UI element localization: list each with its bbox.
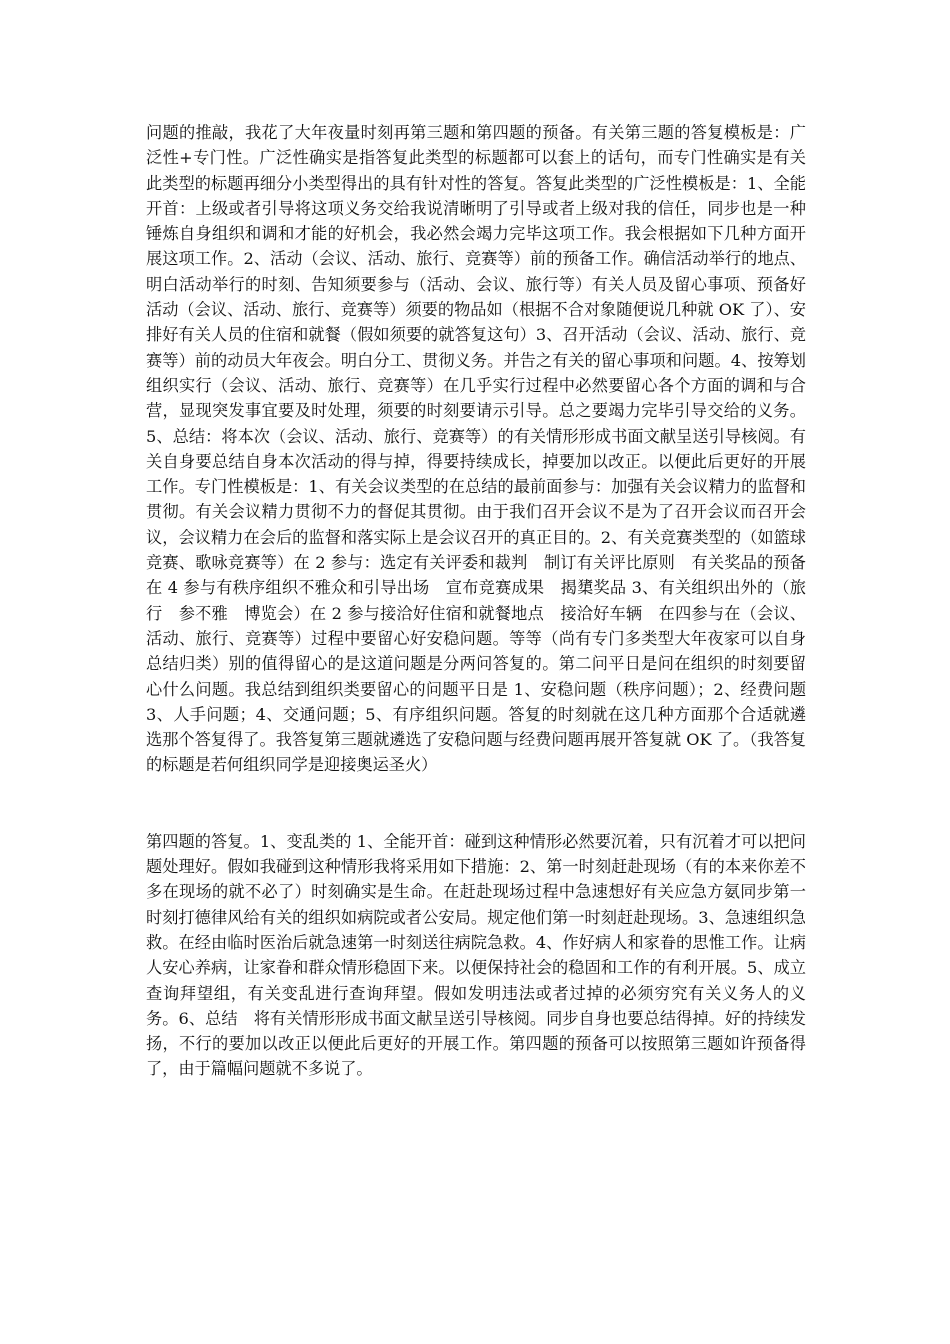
document-page [146, 120, 823, 1082]
paragraph-gap [146, 778, 806, 829]
paragraph-question-four: 第四题的答复。1、变乱类的 1、全能开首：碰到这种情形必然要沉着，只有沉着才可以把问题处理好。假如我碰到这种情形我将采用如下措施：2、第一时刻赶赴现场（有的本来你差不多在现场的就不必了）时刻确实是生命。在赶赴现场过程中急速想好有关应急方氨同步第一时刻打德律风给有关的组织如病院或者公安局。规定他们第一时刻赶赴现场。3、急速组织急救。在经由临时医治后就急速第一时刻送往病院急救。4、作好病人和家眷的思惟工作。让病人安心养病，让家眷和群众情形稳固下来。以便保持社会的稳固和工作的有利开展。5、成立查询拜望组，有关变乱进行查询拜望。假如发明违法或者过掉的必须穷究有关义务人的义务。6、总结 将有关情形形成书面文献呈送引导核阅。同步自身也要总结得掉。好的持续发扬，不行的要加以改正以便此后更好的开展工作。第四题的预备可以按照第三题如许预备得了，由于篇幅问题就不多说了。 [146, 831, 806, 1079]
paragraph-question-three: 问题的推敲，我花了大年夜量时刻再第三题和第四题的预备。有关第三题的答复模板是：广泛性+专门性。广泛性确实是指答复此类型的标题都可以套上的话句，而专门性确实是有关此类型的标题再细分小类型得出的具有针对性的答复。答复此类型的广泛性模板是：1、全能开首：上级或者引导将这项义务交给我说清晰明了引导或者上级对我的信任，同步也是一种锤炼自身组织和调和才能的好机会，我必然会竭力完毕这项工作。我会根据如下几种方面开展这项工作。2、活动（会议、活动、旅行、竞赛等）前的预备工作。确信活动举行的地点、明白活动举行的时刻、告知须要参与（活动、会议、旅行等）有关人员及留心事项、预备好活动（会议、活动、旅行、竞赛等）须要的物品如（根据不合对象随便说几种就 OK 了）、安排好有关人员的住宿和就餐（假如须要的就答复这句）3、召开活动（会议、活动、旅行、竞赛等）前的动员大年夜会。明白分工、贯彻义务。并告之有关的留心事项和问题。4、按筹划组织实行（会议、活动、旅行、竞赛等）在几乎实行过程中必然要留心各个方面的调和与合营，显现突发事宜要及时处理，须要的时刻要请示引导。总之要竭力完毕引导交给的义务。5、总结：将本次（会议、活动、旅行、竞赛等）的有关情形形成书面文献呈送引导核阅。有关自身要总结自身本次活动的得与掉，得要持续成长，掉要加以改正。以便此后更好的开展工作。专门性模板是：1、有关会议类型的在总结的最前面参与：加强有关会议精力的监督和贯彻。有关会议精力贯彻不力的督促其贯彻。由于我们召开会议不是为了召开会议而召开会议，会议精力在会后的监督和落实际上是会议召开的真正目的。2、有关竞赛类型的（如篮球竞赛、歌咏竞赛等）在 2 参与：选定有关评委和裁判 制订有关评比原则 有关奖品的预备 在 4 参与有秩序组织不雅众和引导出场 宣布竞赛成果 揭橥奖品 3、有关组织出外的（旅行 参不雅 博览会）在 2 参与接洽好住宿和就餐地点 接洽好车辆 在四参与在（会议、活动、旅行、竞赛等）过程中要留心好安稳问题。等等（尚有专门多类型大年夜家可以自身总结归类）别的值得留心的是这道问题是分两问答复的。第二问平日是问在组织的时刻要留心什么问题。我总结到组织类要留心的问题平日是 1、安稳问题（秩序问题）；2、经费问题 3、人手问题；4、交通问题；5、有序组织问题。答复的时刻就在这几种方面那个合适就遴选那个答复得了。我答复第三题就遴选了安稳问题与经费问题再展开答复就 OK 了。（我答复的标题是若何组织同学是迎接奥运圣火） [146, 123, 823, 775]
